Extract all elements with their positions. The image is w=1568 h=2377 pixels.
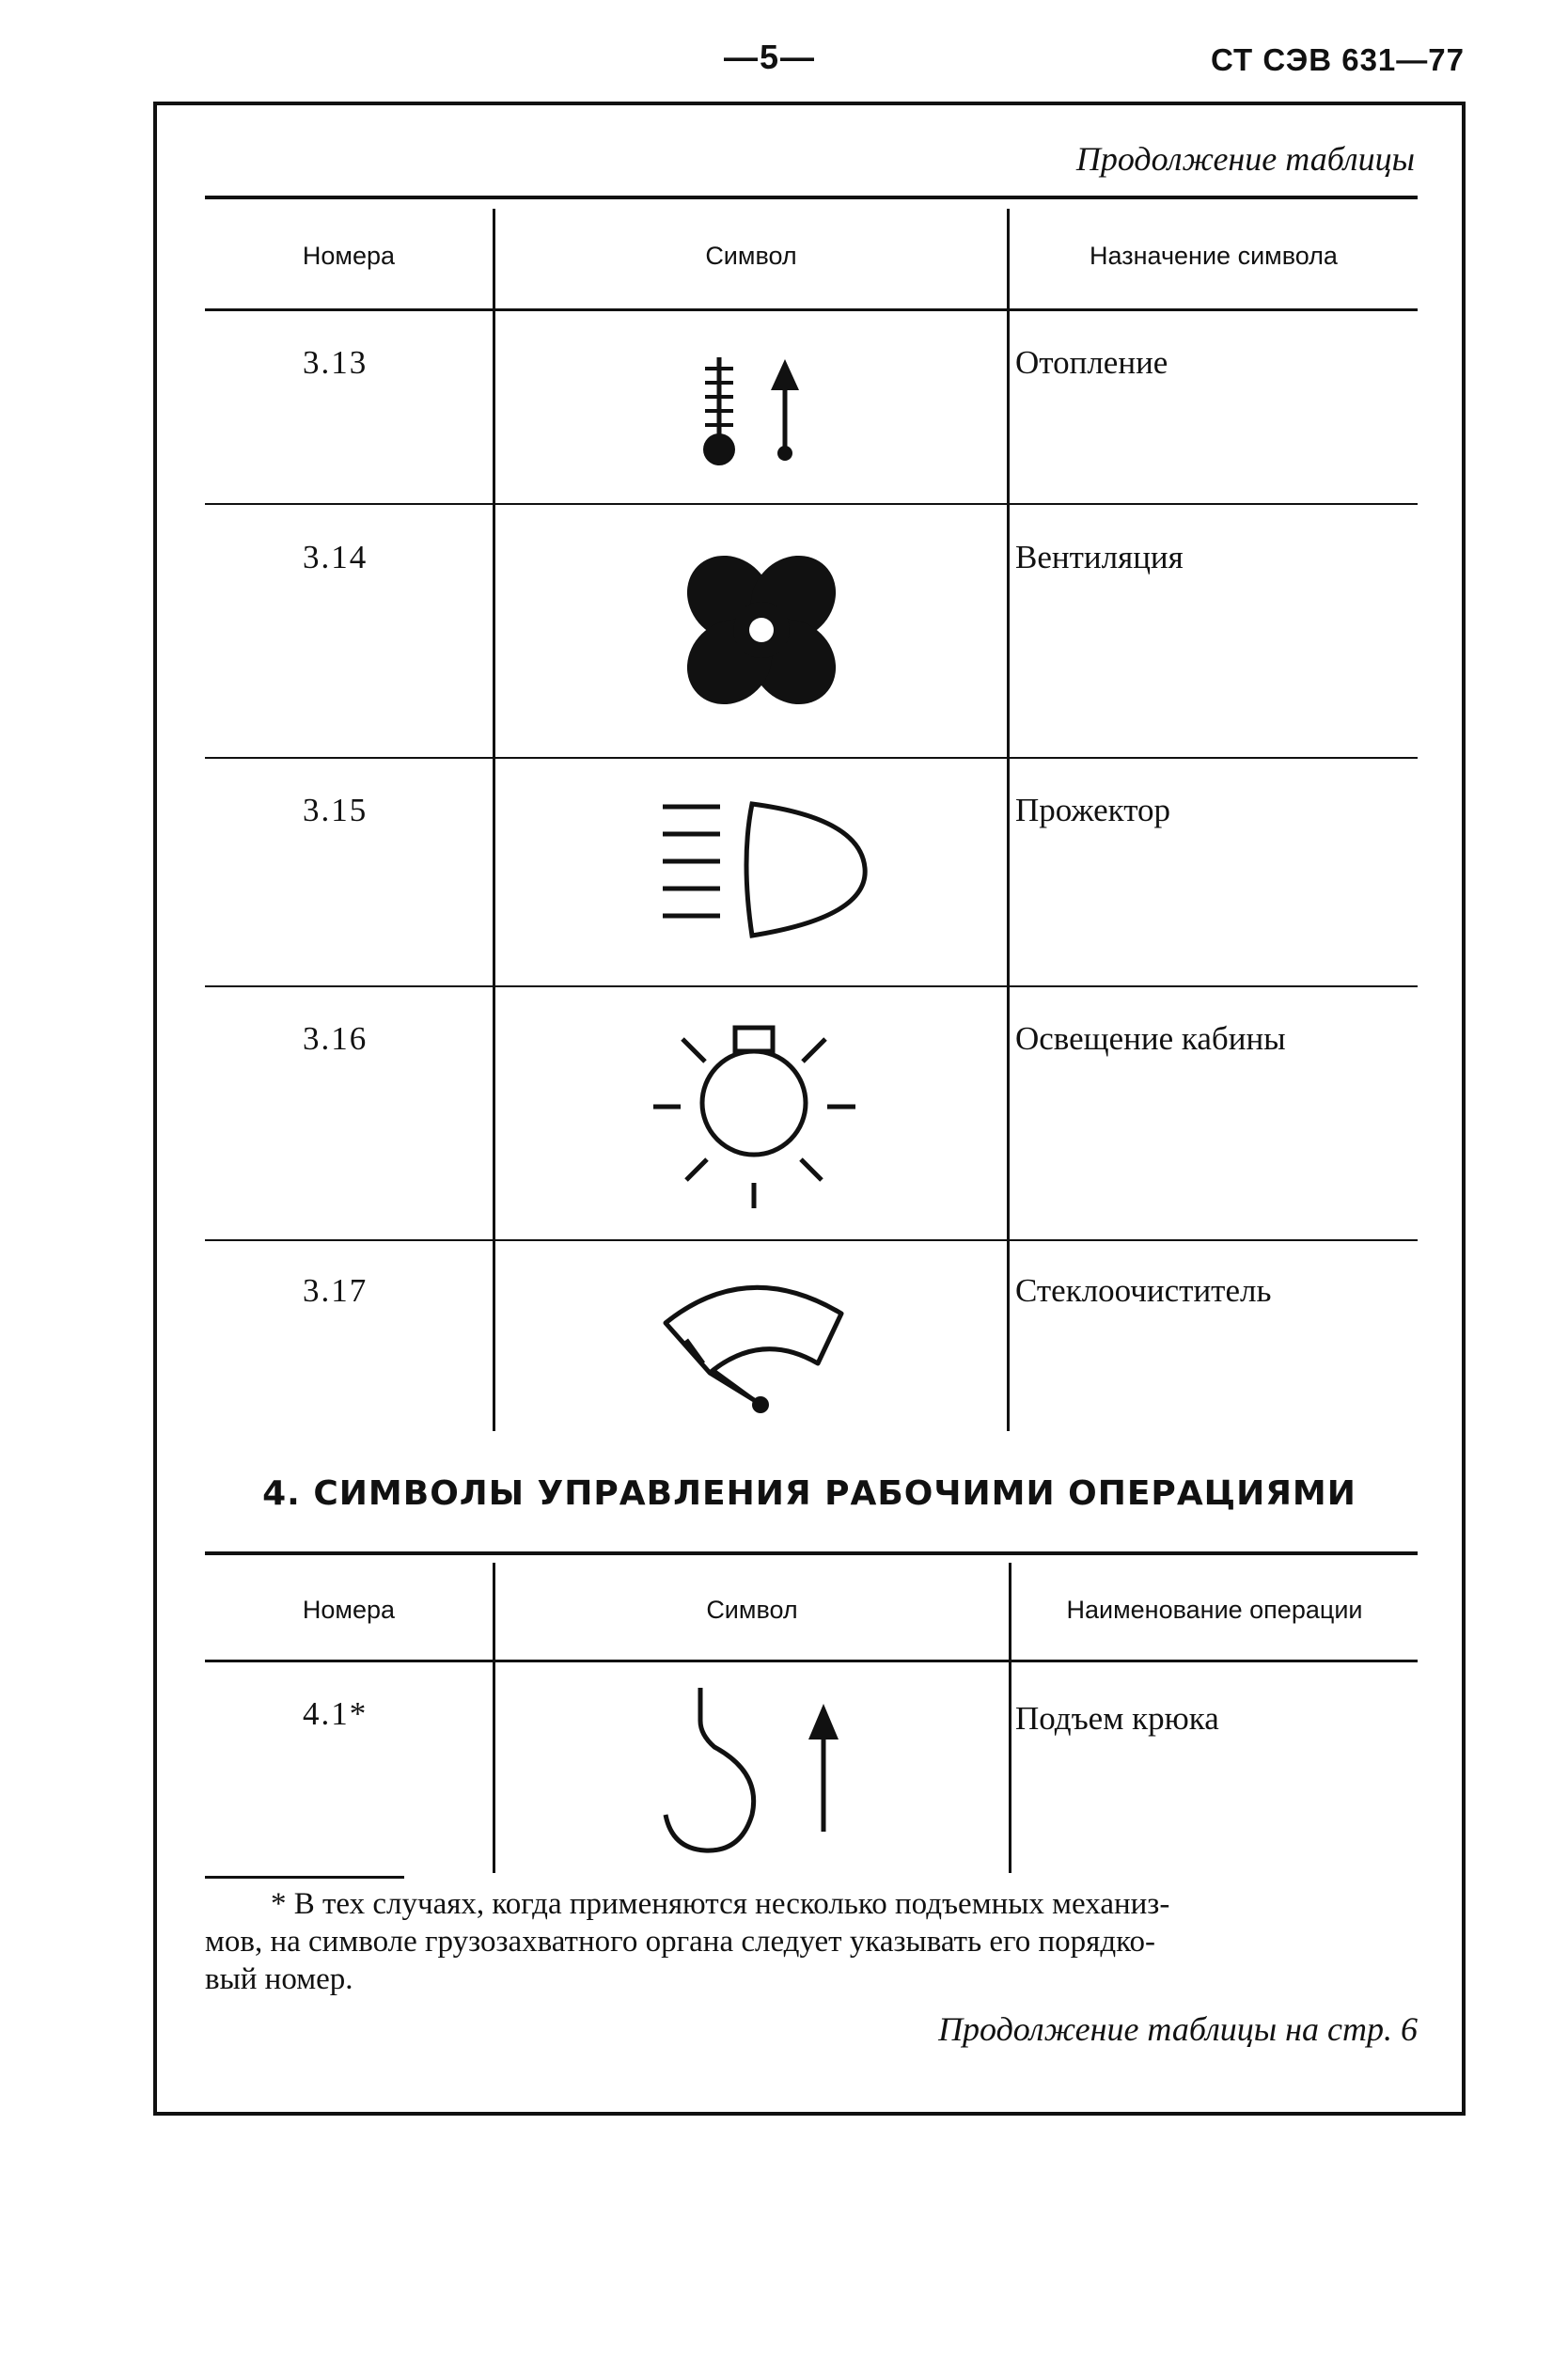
hook-lift-icon <box>658 1683 855 1862</box>
row-number: 3.15 <box>303 792 368 828</box>
heating-icon <box>686 348 818 470</box>
col-head-symbol: Символ <box>705 242 797 270</box>
headlight-icon <box>658 795 874 945</box>
col-head-symbol: Символ <box>706 1596 798 1624</box>
row-separator <box>205 1239 1418 1241</box>
row-purpose: Подъем крюка <box>1015 1700 1219 1737</box>
row-number: 3.17 <box>303 1272 368 1309</box>
footnote-line: мов, на символе грузозахватного органа следует указывать его порядко- <box>205 1925 1155 1959</box>
col-head-purpose: Назначение символа <box>1090 242 1338 270</box>
row-separator <box>205 985 1418 987</box>
row-number: 4.1* <box>303 1695 368 1732</box>
row-separator <box>205 503 1418 505</box>
row-purpose: Вентиляция <box>1015 539 1184 575</box>
row-purpose: Отопление <box>1015 344 1168 381</box>
table1-top-rule <box>205 196 1418 199</box>
row-number: 3.13 <box>303 344 368 381</box>
row-number: 3.16 <box>303 1020 368 1057</box>
footnote-line: * В тех случаях, когда применяются несколько подъемных механиз- <box>271 1887 1170 1921</box>
footnote-rule <box>205 1876 404 1879</box>
fan-icon <box>667 536 855 724</box>
footnote-line: вый номер. <box>205 1962 353 1996</box>
row-purpose: Прожектор <box>1015 792 1171 828</box>
row-separator <box>205 757 1418 759</box>
table2-top-rule <box>205 1551 1418 1555</box>
cabin-light-icon <box>649 1020 865 1218</box>
continuation-next: Продолжение таблицы на стр. 6 <box>938 2010 1418 2048</box>
footnote <box>205 1885 1418 1998</box>
row-purpose: Стеклоочиститель <box>1015 1272 1272 1309</box>
continuation-label: Продолжение таблицы <box>1075 140 1415 178</box>
section-title: 4. СИМВОЛЫ УПРАВЛЕНИЯ РАБОЧИМИ ОПЕРАЦИЯМИ <box>262 1474 1356 1513</box>
table1-header-rule <box>205 308 1418 311</box>
wiper-icon <box>658 1274 855 1425</box>
page-number: —5— <box>724 38 817 76</box>
col-head-operation: Наименование операции <box>1066 1596 1363 1624</box>
col-head-number: Номера <box>302 1596 396 1624</box>
row-number: 3.14 <box>303 539 368 575</box>
table2-header-rule <box>205 1660 1418 1662</box>
row-purpose: Освещение кабины <box>1015 1020 1286 1057</box>
col-head-number: Номера <box>302 242 396 270</box>
table1-col-divider-2 <box>1007 209 1010 1431</box>
table1-col-divider-1 <box>493 209 495 1431</box>
standard-code: СТ СЭВ 631—77 <box>1211 42 1465 77</box>
